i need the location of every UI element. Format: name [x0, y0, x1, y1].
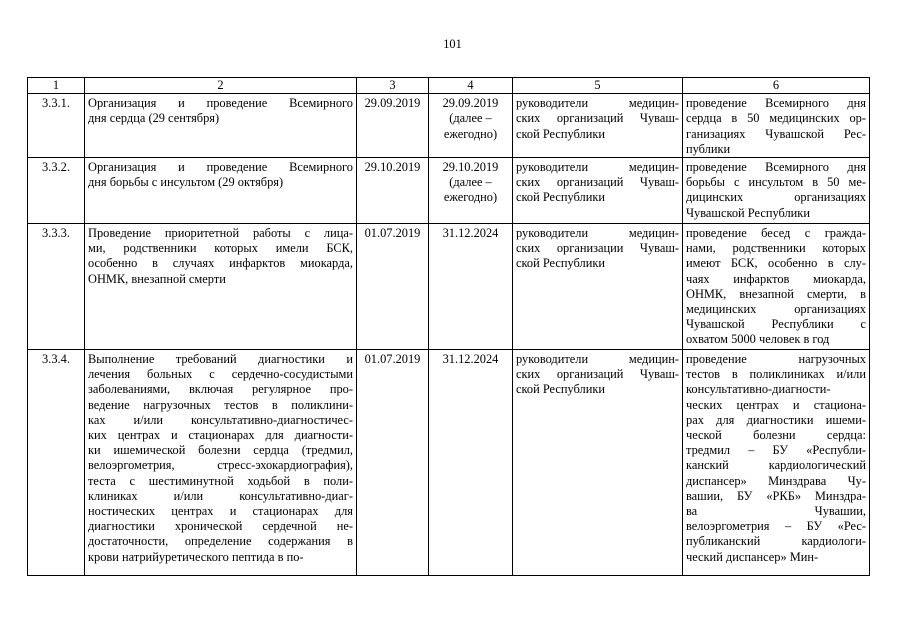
- result-cell-line: ва Чувашии,: [686, 504, 866, 519]
- activity-cell-line: диагностики хронической сердечной не-: [88, 519, 353, 534]
- end-date-cell: [429, 94, 513, 158]
- table-row: [28, 350, 870, 576]
- activity-cell-line: теста с шестиминутной ходьбой в поли-: [88, 473, 353, 488]
- activity-cell-line: Проведение приоритетной работы с лица-: [88, 226, 353, 241]
- result-cell-line: Чувашской Республики с: [686, 317, 866, 332]
- result-cell-line: диспансер» Минздрава Чу-: [686, 473, 866, 488]
- activity-cell-line: дня сердца (29 сентября): [88, 111, 220, 126]
- end-date-cell-line: (далее –: [449, 111, 492, 126]
- activity-cell-line: клиниках и/или консультативно-диаг-: [88, 488, 353, 503]
- table-row: [28, 94, 870, 158]
- responsible-cell: [513, 350, 683, 576]
- end-date-cell-line: 29.09.2019: [442, 96, 499, 111]
- column-header: 1: [28, 78, 85, 94]
- responsible-cell-line: ских организаций Чуваш-: [516, 111, 679, 126]
- responsible-cell-line: руководители медицин-: [516, 96, 679, 111]
- result-cell-line: дицинских организациях: [686, 190, 866, 205]
- activity-cell-line: ОНМК, внезапной смерти: [88, 271, 226, 286]
- activity-cell-line: достаточности, определение содержания в: [88, 534, 353, 549]
- end-date-cell: [429, 158, 513, 224]
- responsible-cell: [513, 158, 683, 224]
- responsible-cell-line: руководители медицин-: [516, 226, 679, 241]
- end-date-cell: [429, 224, 513, 350]
- end-date-cell-line: ежегодно): [443, 126, 498, 141]
- activity-cell-line: дня борьбы с инсультом (29 октября): [88, 175, 284, 190]
- column-header: 6: [683, 78, 870, 94]
- start-date-cell: 01.07.2019: [357, 224, 429, 350]
- responsible-cell-line: ской Республики: [516, 256, 605, 271]
- responsible-cell-line: ской Республики: [516, 382, 605, 397]
- responsible-cell-line: руководители медицин-: [516, 352, 679, 367]
- end-date-cell-line: 31.12.2024: [442, 352, 499, 367]
- result-cell-line: сердца в 50 медицинских ор-: [686, 111, 866, 126]
- result-cell-line: чаях инфарктов миокарда,: [686, 271, 866, 286]
- activity-cell: [85, 350, 357, 576]
- responsible-cell-line: ской Республики: [516, 126, 605, 141]
- end-date-cell: [429, 350, 513, 576]
- result-cell-line: ческий диспансер» Мин-: [686, 549, 819, 564]
- activity-cell-line: ких центрах и стационарах для диагности-: [88, 428, 353, 443]
- activity-cell-line: ки ишемической болезни сердца (тредмил,: [88, 443, 353, 458]
- end-date-cell-line: ежегодно): [443, 190, 498, 205]
- activity-cell-line: ностических центрах и стационарах для: [88, 504, 353, 519]
- result-cell-line: публиканский кардиологи-: [686, 534, 866, 549]
- result-cell-line: проведение нагрузочных: [686, 352, 866, 367]
- start-date-cell: 29.09.2019: [357, 94, 429, 158]
- result-cell-line: имеют БСК, особенно в слу-: [686, 256, 866, 271]
- activity-cell-line: крови натрийуретического пептида в по-: [88, 549, 304, 564]
- result-cell-line: публики: [686, 141, 731, 156]
- result-cell-line: охватом 5000 человек в год: [686, 332, 830, 347]
- result-cell: [683, 158, 870, 224]
- responsible-cell-line: ской Республики: [516, 190, 605, 205]
- item-number: 3.3.2.: [28, 158, 85, 224]
- responsible-cell: [513, 224, 683, 350]
- activity-cell-line: ках и/или консультативно-диагностичес-: [88, 412, 353, 427]
- activity-cell: [85, 158, 357, 224]
- column-header: 2: [85, 78, 357, 94]
- item-number: 3.3.1.: [28, 94, 85, 158]
- result-cell-line: рах для диагностики ишеми-: [686, 412, 866, 427]
- responsible-cell-line: руководители медицин-: [516, 160, 679, 175]
- result-cell-line: медицинских организациях: [686, 302, 866, 317]
- result-cell: [683, 94, 870, 158]
- result-cell-line: ганизациях Чувашской Рес-: [686, 126, 866, 141]
- responsible-cell-line: ских организаций Чуваш-: [516, 367, 679, 382]
- result-cell-line: вашии, БУ «РКБ» Минздра-: [686, 488, 866, 503]
- activity-cell-line: велоэргометрия, стресс-эхокардиография),: [88, 458, 353, 473]
- result-cell-line: борьбы с инсультом в 50 ме-: [686, 175, 866, 190]
- start-date-cell: 01.07.2019: [357, 350, 429, 576]
- column-header: 5: [513, 78, 683, 94]
- end-date-cell-line: (далее –: [449, 175, 492, 190]
- result-cell-line: тредмил – БУ «Республи-: [686, 443, 866, 458]
- result-cell-line: ческой болезни сердца:: [686, 428, 866, 443]
- result-cell-line: ческих центрах и стациона-: [686, 397, 866, 412]
- activity-cell-line: Организация и проведение Всемирного: [88, 160, 353, 175]
- result-cell-line: консультативно-диагности-: [686, 382, 831, 397]
- item-number: 3.3.4.: [28, 350, 85, 576]
- result-cell-line: ОНМК, внезапной смерти, в: [686, 286, 866, 301]
- end-date-cell-line: 29.10.2019: [442, 160, 499, 175]
- activity-cell-line: ми, родственники которых имели БСК,: [88, 241, 353, 256]
- table-row: [28, 224, 870, 350]
- responsible-cell: [513, 94, 683, 158]
- start-date-cell: 29.10.2019: [357, 158, 429, 224]
- result-cell-line: Чувашской Республики: [686, 205, 810, 220]
- responsible-cell-line: ских организации Чуваш-: [516, 241, 679, 256]
- result-cell-line: велоэргометрия – БУ «Рес-: [686, 519, 866, 534]
- activity-cell: [85, 94, 357, 158]
- result-cell-line: канский кардиологический: [686, 458, 866, 473]
- column-header: 4: [429, 78, 513, 94]
- activity-cell-line: Выполнение требований диагностики и: [88, 352, 353, 367]
- result-cell: [683, 350, 870, 576]
- activity-cell-line: ведение нагрузочных тестов в поликлини-: [88, 397, 353, 412]
- responsible-cell-line: ских организаций Чуваш-: [516, 175, 679, 190]
- item-number: 3.3.3.: [28, 224, 85, 350]
- result-cell-line: проведение бесед с гражда-: [686, 226, 866, 241]
- page-number: 101: [443, 37, 462, 51]
- plan-table: [27, 77, 870, 576]
- activity-cell-line: Организация и проведение Всемирного: [88, 96, 353, 111]
- activity-cell: [85, 224, 357, 350]
- result-cell-line: тестов в поликлиниках и/или: [686, 367, 866, 382]
- result-cell-line: проведение Всемирного дня: [686, 160, 866, 175]
- end-date-cell-line: 31.12.2024: [442, 226, 499, 241]
- table-row: [28, 158, 870, 224]
- column-header: 3: [357, 78, 429, 94]
- result-cell-line: проведение Всемирного дня: [686, 96, 866, 111]
- result-cell-line: нами, родственники которых: [686, 241, 866, 256]
- activity-cell-line: лечения больных с сердечно-сосудистыми: [88, 367, 353, 382]
- activity-cell-line: заболеваниями, включая регулярное про-: [88, 382, 353, 397]
- activity-cell-line: особенно в случаях инфарктов миокарда,: [88, 256, 353, 271]
- result-cell: [683, 224, 870, 350]
- column-number-row: [28, 78, 870, 94]
